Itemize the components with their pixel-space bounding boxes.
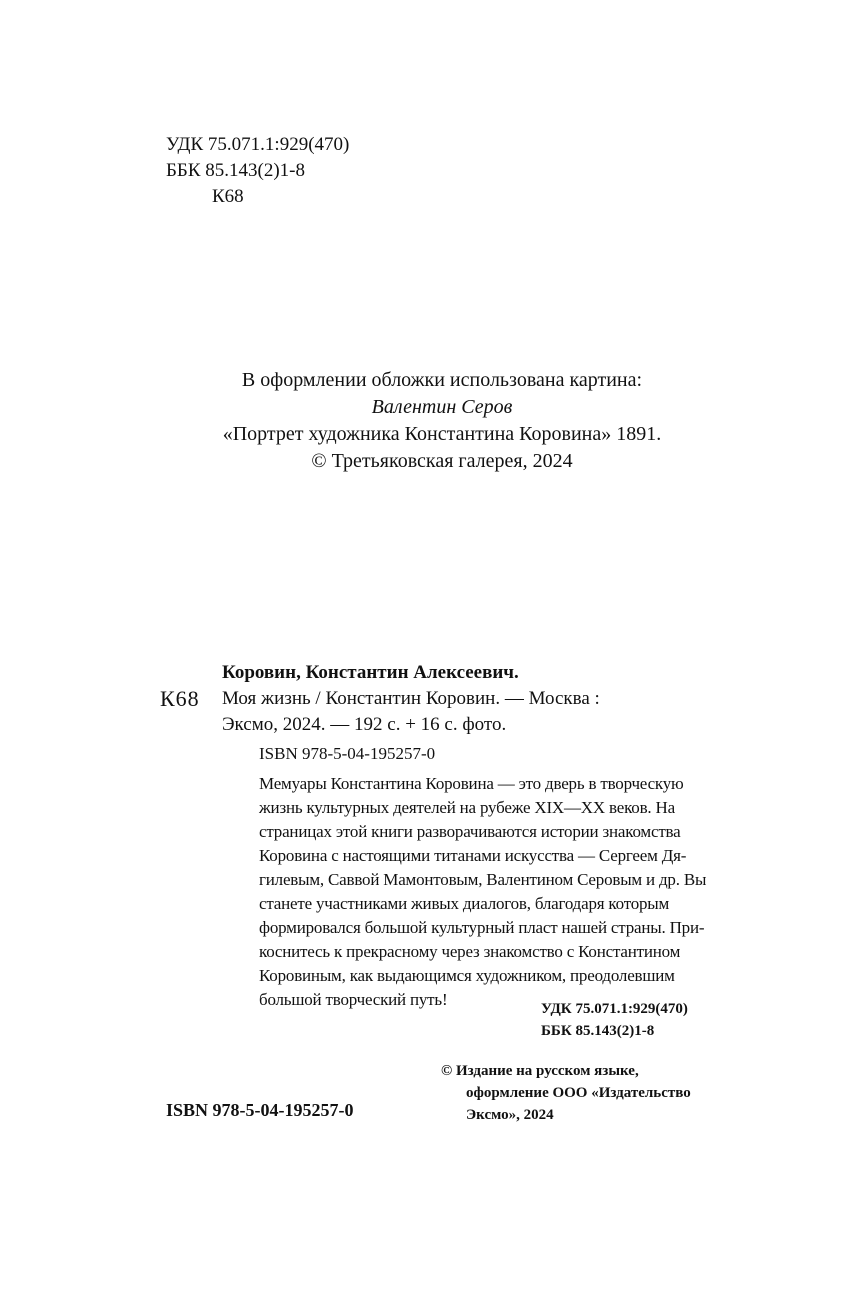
bbk-bottom: ББК 85.143(2)1-8 — [541, 1023, 655, 1039]
cover-painting: «Портрет художника Константина Коровина» 1891. — [222, 423, 662, 445]
annotation-line: коснитесь к прекрасному через знакомство с Константином — [259, 942, 681, 961]
annotation-line: Коровина с настоящими титанами искусства — Сергеем Дя- — [259, 846, 687, 865]
author-heading: Коровин, Константин Алексеевич. — [222, 662, 519, 683]
cover-credit-line: В оформлении обложки использована картина: — [241, 369, 643, 391]
biblio-line: Моя жизнь / Константин Коровин. — Москва : — [222, 688, 600, 709]
cover-artist: Валентин Серов — [371, 396, 513, 418]
copyright-line: © Издание на русском языке, — [441, 1063, 639, 1079]
author-code-top: К68 — [212, 186, 244, 207]
annotation-line: Мемуары Константина Коровина — это дверь в творческую — [259, 774, 684, 793]
bbk-top: ББК 85.143(2)1-8 — [166, 160, 305, 181]
annotation-line: гилевым, Саввой Мамонтовым, Валентином Серовым и др. Вы — [259, 870, 707, 889]
author-code-mid: К68 — [160, 686, 200, 711]
annotation — [259, 772, 727, 1012]
bibliographic-description — [222, 686, 728, 738]
udk-top: УДК 75.071.1:929(470) — [166, 134, 350, 155]
copyright-line: оформление ООО «Издательство — [466, 1085, 691, 1101]
cover-credits — [120, 367, 764, 475]
publisher-copyright — [441, 1060, 741, 1126]
annotation-line: большой творческий путь! — [259, 990, 448, 1009]
annotation-line: формировался большой культурный пласт нашей страны. При- — [259, 918, 705, 937]
annotation-line: страницах этой книги разворачиваются истории знакомства — [259, 822, 681, 841]
isbn-record: ISBN 978-5-04-195257-0 — [259, 744, 436, 763]
annotation-line: жизнь культурных деятелей на рубеже XIX—XX веков. На — [259, 798, 675, 817]
annotation-line: станете участниками живых диалогов, благодаря которым — [259, 894, 670, 913]
cover-copyright: © Третьяковская галерея, 2024 — [311, 450, 573, 472]
udk-bottom: УДК 75.071.1:929(470) — [541, 1001, 688, 1017]
annotation-line: Коровиным, как выдающимся художником, преодолевшим — [259, 966, 675, 985]
copyright-line: Эксмо», 2024 — [466, 1107, 554, 1123]
biblio-line: Эксмо, 2024. — 192 с. + 16 с. фото. — [222, 714, 507, 735]
isbn-footer: ISBN 978-5-04-195257-0 — [166, 1100, 354, 1120]
